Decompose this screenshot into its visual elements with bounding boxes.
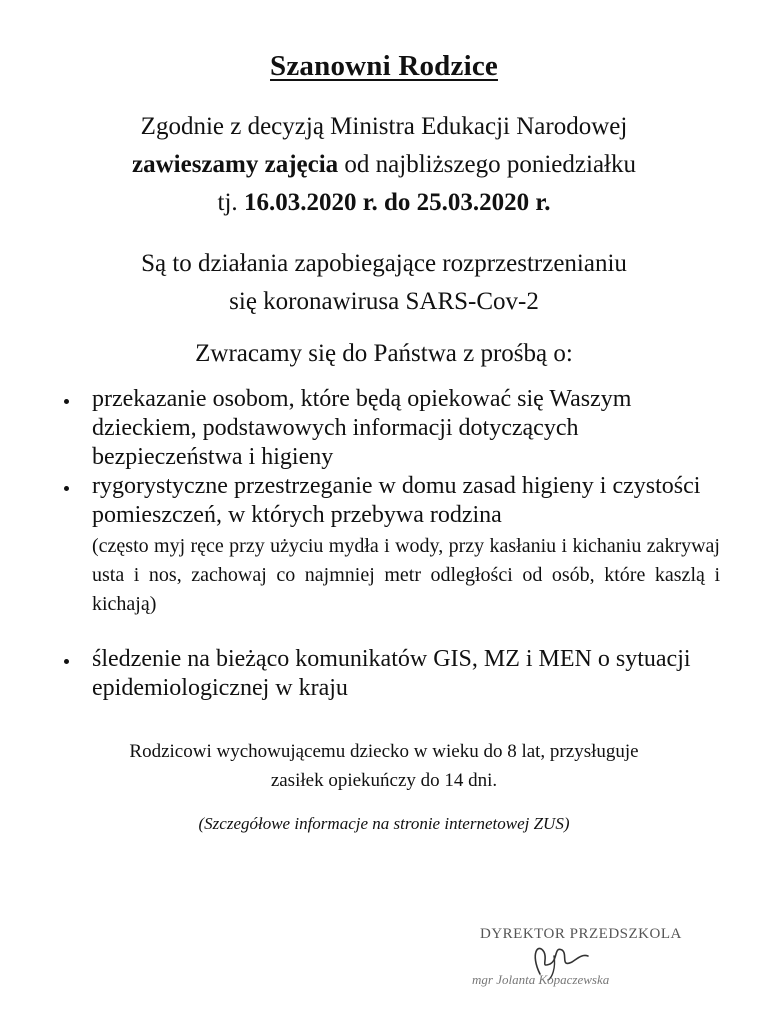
list-item <box>60 472 720 619</box>
request-list <box>60 385 720 703</box>
request-heading: Zwracamy się do Państwa z prośbą o: <box>195 340 573 367</box>
stamp-name: mgr Jolanta Kopaczewska <box>472 972 610 987</box>
intro-suspension-text: zawieszamy zajęcia <box>132 151 339 178</box>
reason-line-1: Są to działania zapobiegające rozprzestrzenianiu <box>141 250 627 277</box>
page-title: Szanowni Rodzice <box>270 50 498 82</box>
list-item <box>60 385 720 472</box>
list-item-text: śledzenie na bieżąco komunikatów GIS, MZ i MEN o sytuacji epidemiologicznej w kraju <box>92 646 691 701</box>
intro-date-range: 16.03.2020 r. do 25.03.2020 r. <box>243 189 551 216</box>
list-item-text: rygorystyczne przestrzeganie w domu zasad higieny i czystości pomieszczeń, w których przebywa rodzina <box>92 473 701 528</box>
reason-line-2: się koronawirusa SARS-Cov-2 <box>229 288 539 315</box>
list-item-text: przekazanie osobom, które będą opiekować się Waszym dzieckiem, podstawowych informacji dotyczących bezpieczeństwa i higieny <box>92 386 632 470</box>
allowance-line-2: zasiłek opiekuńczy do 14 dni. <box>270 770 498 791</box>
intro-line-1: Zgodnie z decyzją Ministra Edukacji Narodowej <box>140 113 628 140</box>
bullet-dot-icon <box>64 486 69 491</box>
intro-paragraph <box>0 108 768 222</box>
intro-date-prefix: tj. <box>217 189 244 216</box>
list-item <box>60 645 720 703</box>
director-stamp <box>470 920 740 1000</box>
bullet-dot-icon <box>64 659 69 664</box>
stamp-title: DYREKTOR PRZEDSZKOLA <box>480 926 682 942</box>
zus-info-note: (Szczegółowe informacje na stronie internetowej ZUS) <box>198 814 570 833</box>
bullet-dot-icon <box>64 399 69 404</box>
list-item-subtext: (często myj ręce przy użyciu mydła i wody, przy kasłaniu i kichaniu zakrywaj usta i nos, zachowaj co najmniej metr odległości od osób, które kaszlą i kichają) <box>92 535 720 615</box>
intro-line-2-rest: od najbliższego poniedziałku <box>338 151 636 178</box>
allowance-paragraph <box>0 737 768 795</box>
intro-line-3 <box>0 184 768 222</box>
reason-paragraph <box>0 245 768 321</box>
allowance-line-1: Rodzicowi wychowującemu dziecko w wieku do 8 lat, przysługuje <box>129 741 639 762</box>
intro-line-2 <box>0 146 768 184</box>
